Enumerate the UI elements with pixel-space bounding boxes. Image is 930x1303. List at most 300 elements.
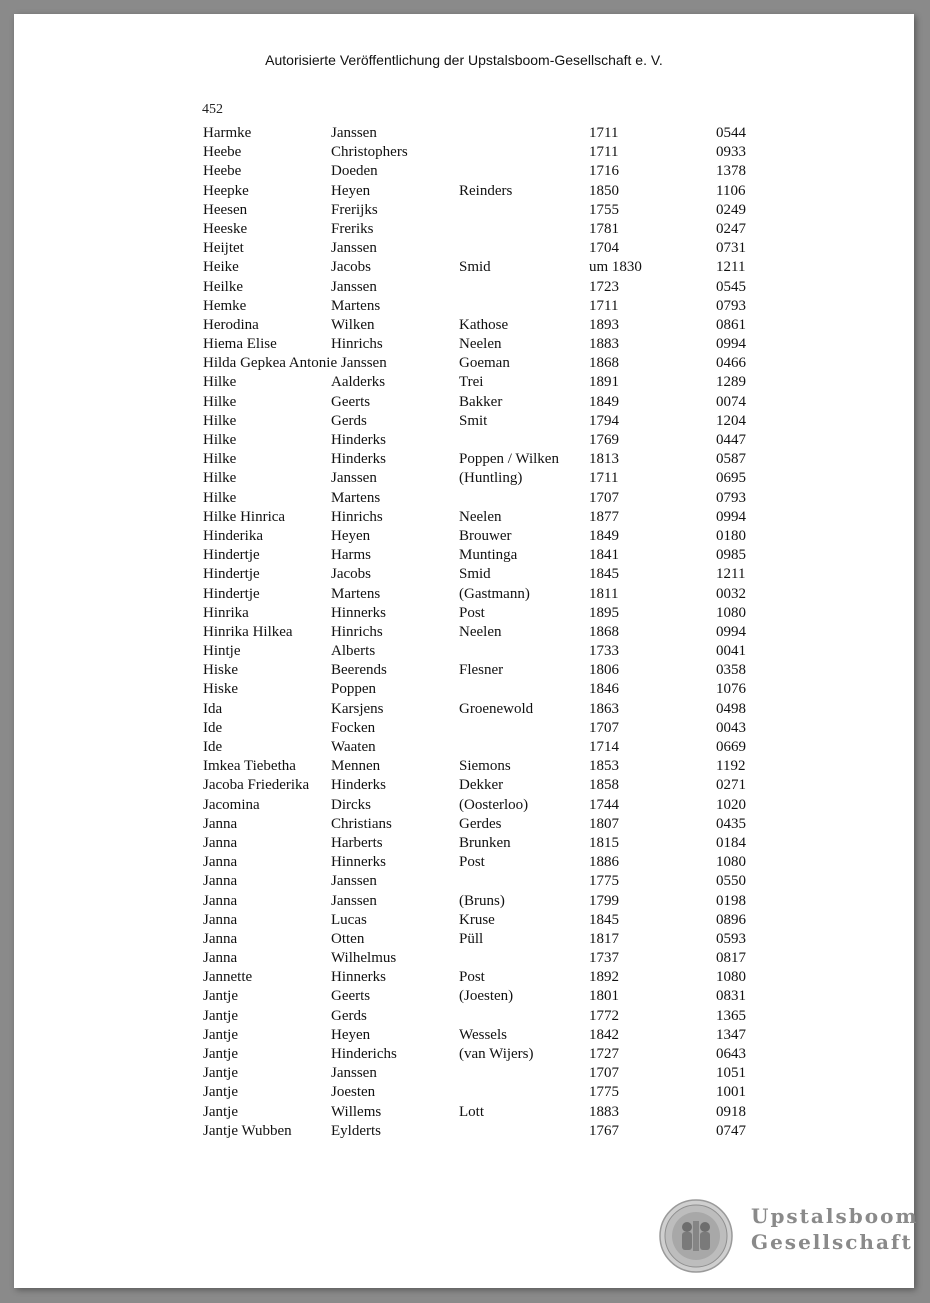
list-row [14,738,914,757]
first-name: Hilke [203,393,237,410]
list-row [14,680,914,699]
year: 1863 [589,700,619,717]
list-row [14,872,914,891]
extra-name: Brunken [459,834,511,851]
list-row [14,431,914,450]
first-name: Heebe [203,144,242,161]
record-number: 0817 [716,950,746,967]
list-row [14,700,914,719]
extra-name: Siemons [459,758,511,775]
year: 1846 [589,681,619,698]
record-number: 0041 [716,643,746,660]
year: 1733 [589,643,619,660]
last-name: Martens [331,297,381,314]
extra-name: (van Wijers) [459,1046,534,1062]
record-number: 0358 [716,662,746,679]
last-name: Heyen [331,1026,371,1043]
first-name: Jantje Wubben [203,1122,292,1139]
record-number: 0643 [716,1046,746,1062]
record-number: 0747 [716,1122,746,1139]
list-row [14,776,914,795]
last-name: Willems [331,1103,382,1120]
list-row [14,278,914,297]
list-row [14,661,914,680]
year: 1811 [589,585,619,602]
last-name: Joesten [331,1084,376,1101]
year: 1711 [589,470,619,487]
record-number: 0918 [716,1103,746,1120]
year: 1737 [589,950,619,967]
logo-line-2: Gesellschaft [751,1230,913,1254]
last-name: Gerds [331,412,367,429]
record-number: 0669 [716,739,746,755]
last-name: Hinnerks [331,854,386,871]
extra-name: Püll [459,930,484,947]
list-row [14,527,914,546]
first-name: Heesen [203,201,248,218]
first-name: Ide [203,739,223,755]
logo-text [751,1203,919,1255]
record-number: 0994 [716,623,746,640]
record-number: 0793 [716,489,746,506]
year: 1858 [589,777,619,794]
first-name: Hinrika [203,604,249,621]
first-name: Heilke [203,278,243,295]
year: 1775 [589,873,619,890]
extra-name: Smid [459,566,491,583]
list-row [14,565,914,584]
list-row [14,853,914,872]
last-name: Waaten [331,739,376,755]
extra-name: Reinders [459,182,513,199]
last-name: Hinrichs [331,623,383,640]
last-name: Hinnerks [331,604,386,621]
extra-name: Post [459,854,485,871]
last-name: Heyen [331,182,371,199]
first-name: Hindertje [203,585,260,602]
last-name: Freriks [331,220,374,237]
first-name: Jacomina [203,796,260,813]
record-number: 0184 [716,834,746,851]
last-name: Karsjens [331,700,384,717]
record-number: 1080 [716,854,746,871]
list-row [14,1045,914,1064]
year: 1704 [589,240,619,257]
first-name: Heepke [203,182,249,199]
year: 1842 [589,1026,619,1043]
record-number: 1051 [716,1065,746,1082]
first-name: Hiske [203,681,238,698]
record-number: 0731 [716,240,746,257]
page-number: 452 [202,102,223,117]
year: 1711 [589,297,619,314]
record-number: 0994 [716,336,746,353]
first-name: Janna [203,892,238,909]
list-row [14,911,914,930]
record-number: 0043 [716,719,746,736]
year: 1877 [589,508,619,525]
record-number: 0831 [716,988,746,1005]
record-number: 1204 [716,412,746,429]
last-name: Jacobs [331,259,371,276]
first-name: Hilda Gepkea Antonie Janssen [203,355,387,372]
year: 1707 [589,1065,619,1082]
record-number: 0550 [716,873,746,890]
year: 1813 [589,451,619,468]
extra-name: Smit [459,412,488,429]
record-number: 0545 [716,278,746,295]
last-name: Harms [331,547,371,564]
year: 1868 [589,623,619,640]
year: 1711 [589,144,619,161]
year: 1755 [589,201,619,218]
list-row [14,469,914,488]
list-row [14,162,914,181]
extra-name: Goeman [459,355,510,372]
list-row [14,604,914,623]
list-row [14,546,914,565]
record-number: 1001 [716,1084,746,1101]
list-row [14,297,914,316]
seal-icon [659,1199,733,1273]
year: 1891 [589,374,619,391]
list-row [14,393,914,412]
year: 1868 [589,355,619,372]
first-name: Hindertje [203,547,260,564]
society-logo [659,1199,919,1279]
record-number: 1289 [716,374,746,391]
last-name: Hinnerks [331,969,386,986]
year: 1845 [589,566,619,583]
first-name: Jacoba Friederika [203,777,310,794]
first-name: Janna [203,911,238,928]
first-name: Hemke [203,297,247,314]
last-name: Geerts [331,988,371,1005]
record-number: 1211 [716,259,746,276]
year: 1849 [589,527,619,544]
list-row [14,335,914,354]
list-row [14,124,914,143]
year: 1849 [589,393,619,410]
last-name: Christophers [331,144,408,161]
first-name: Hilke Hinrica [203,508,286,525]
last-name: Hinrichs [331,336,383,353]
year: 1781 [589,220,619,237]
list-row [14,623,914,642]
list-row [14,1007,914,1026]
record-number: 0793 [716,297,746,314]
record-number: 0994 [716,508,746,525]
extra-name: (Gastmann) [459,585,530,602]
last-name: Martens [331,489,381,506]
last-name: Gerds [331,1007,367,1024]
year: 1850 [589,182,619,199]
list-row [14,1122,914,1141]
first-name: Hiema Elise [203,336,277,353]
year: 1886 [589,854,619,871]
last-name: Christians [331,815,392,832]
extra-name: Neelen [459,623,502,640]
last-name: Janssen [331,470,377,487]
last-name: Hinderichs [331,1046,397,1062]
extra-name: Lott [459,1103,484,1120]
year: 1767 [589,1122,619,1139]
list-row [14,815,914,834]
first-name: Jannette [203,969,253,986]
list-row [14,642,914,661]
list-row [14,143,914,162]
list-row [14,182,914,201]
extra-name: Dekker [459,777,504,794]
list-row [14,201,914,220]
extra-name: Brouwer [459,527,512,544]
first-name: Hilke [203,451,237,468]
first-name: Hiske [203,662,238,679]
year: 1807 [589,815,619,832]
first-name: Imkea Tiebetha [203,758,296,775]
document-page [14,14,919,1288]
first-name: Janna [203,815,238,832]
first-name: Janna [203,854,238,871]
extra-name: (Bruns) [459,892,505,909]
record-number: 0032 [716,585,746,602]
record-number: 1080 [716,604,746,621]
year: 1806 [589,662,619,679]
last-name: Eylderts [331,1122,381,1139]
first-name: Herodina [203,316,259,333]
first-name: Hilke [203,489,237,506]
year: 1716 [589,163,619,180]
year: 1714 [589,739,619,755]
record-number: 0861 [716,316,746,333]
record-number: 0695 [716,470,746,487]
list-row [14,757,914,776]
record-number: 0074 [716,393,746,410]
last-name: Janssen [331,1065,377,1082]
extra-name: Bakker [459,393,503,410]
record-number: 0593 [716,930,746,947]
record-number: 0498 [716,700,746,717]
first-name: Janna [203,834,238,851]
year: 1744 [589,796,619,813]
first-name: Ide [203,719,223,736]
year: 1794 [589,412,619,429]
last-name: Otten [331,930,365,947]
year: 1801 [589,988,619,1005]
list-row [14,892,914,911]
list-row [14,1083,914,1102]
list-row [14,508,914,527]
list-row [14,220,914,239]
first-name: Ida [203,700,223,717]
record-number: 0933 [716,144,746,161]
record-number: 0985 [716,547,746,564]
record-number: 1106 [716,182,746,199]
record-number: 0544 [716,125,746,141]
year: 1817 [589,930,619,947]
record-number: 0180 [716,527,746,544]
last-name: Doeden [331,163,378,180]
list-row [14,1103,914,1122]
year: 1772 [589,1007,619,1024]
list-row [14,412,914,431]
first-name: Jantje [203,1026,238,1043]
logo-line-1: Upstalsboom [751,1204,919,1228]
list-row [14,968,914,987]
first-name: Jantje [203,988,238,1005]
last-name: Wilhelmus [331,950,397,967]
year: um 1830 [589,259,642,276]
first-name: Hinrika Hilkea [203,623,293,640]
extra-name: Trei [459,374,484,391]
page-header: Autorisierte Veröffentlichung der Upstalsboom-Gesellschaft e. V. [265,52,663,68]
first-name: Hilke [203,470,237,487]
first-name: Jantje [203,1103,238,1120]
first-name: Jantje [203,1084,238,1101]
year: 1799 [589,892,619,909]
record-number: 1020 [716,796,746,813]
year: 1883 [589,336,619,353]
list-row [14,949,914,968]
last-name: Hinrichs [331,508,383,525]
year: 1711 [589,125,619,141]
last-name: Martens [331,585,381,602]
first-name: Heeske [203,220,248,237]
extra-name: (Joesten) [459,988,514,1005]
extra-name: Muntinga [459,547,518,564]
record-number: 0466 [716,355,746,372]
record-number: 1378 [716,163,746,180]
last-name: Geerts [331,393,371,410]
first-name: Hilke [203,412,237,429]
first-name: Hilke [203,374,237,391]
list-row [14,239,914,258]
year: 1841 [589,547,619,564]
last-name: Heyen [331,527,371,544]
extra-name: (Huntling) [459,470,523,487]
extra-name: (Oosterloo) [459,796,529,813]
last-name: Dircks [331,796,371,813]
record-number: 1211 [716,566,746,583]
list-row [14,373,914,392]
record-number: 1076 [716,681,746,698]
year: 1769 [589,432,619,448]
list-row [14,987,914,1006]
list-row [14,489,914,508]
year: 1727 [589,1046,619,1062]
first-name: Janna [203,873,238,890]
list-row [14,1026,914,1045]
last-name: Hinderks [331,777,386,794]
first-name: Heebe [203,163,242,180]
extra-name: Smid [459,259,491,276]
extra-name: Neelen [459,336,502,353]
year: 1775 [589,1084,619,1101]
year: 1853 [589,758,619,775]
list-row [14,930,914,949]
record-number: 0271 [716,777,746,794]
year: 1707 [589,719,619,736]
record-number: 0435 [716,815,746,832]
first-name: Jantje [203,1046,238,1062]
year: 1883 [589,1103,619,1120]
record-number: 1365 [716,1007,746,1024]
first-name: Heijtet [203,240,244,257]
last-name: Lucas [331,911,367,928]
last-name: Janssen [331,278,377,295]
list-row [14,316,914,335]
year: 1893 [589,316,619,333]
extra-name: Wessels [459,1026,507,1043]
last-name: Hinderks [331,432,386,448]
record-number: 0447 [716,432,746,448]
record-number: 0249 [716,201,746,218]
extra-name: Poppen / Wilken [459,451,559,468]
last-name: Janssen [331,873,377,890]
record-number: 0587 [716,451,746,468]
first-name: Hindertje [203,566,260,583]
first-name: Hinderika [203,527,263,544]
record-number: 0247 [716,220,746,237]
extra-name: Post [459,969,485,986]
extra-name: Kruse [459,911,495,928]
record-number: 1192 [716,758,746,775]
first-name: Jantje [203,1007,238,1024]
last-name: Hinderks [331,451,386,468]
last-name: Jacobs [331,566,371,583]
extra-name: Kathose [459,316,509,333]
year: 1892 [589,969,619,986]
list-row [14,719,914,738]
extra-name: Neelen [459,508,502,525]
last-name: Wilken [331,316,375,333]
last-name: Janssen [331,240,377,257]
year: 1815 [589,834,619,851]
extra-name: Gerdes [459,815,502,832]
last-name: Focken [331,719,376,736]
last-name: Mennen [331,758,381,775]
last-name: Poppen [331,681,376,698]
list-row [14,354,914,373]
year: 1723 [589,278,619,295]
year: 1895 [589,604,619,621]
record-number: 1080 [716,969,746,986]
first-name: Hilke [203,432,237,448]
last-name: Frerijks [331,201,378,218]
last-name: Janssen [331,125,377,141]
first-name: Hintje [203,643,241,660]
last-name: Aalderks [331,374,386,391]
year: 1845 [589,911,619,928]
extra-name: Flesner [459,662,504,679]
last-name: Beerends [331,662,387,679]
first-name: Heike [203,259,239,276]
list-row [14,796,914,815]
first-name: Janna [203,930,238,947]
extra-name: Post [459,604,485,621]
list-row [14,585,914,604]
record-number: 0896 [716,911,746,928]
last-name: Alberts [331,643,376,660]
last-name: Janssen [331,892,377,909]
record-number: 0198 [716,892,746,909]
list-row [14,1064,914,1083]
first-name: Jantje [203,1065,238,1082]
list-row [14,258,914,277]
first-name: Janna [203,950,238,967]
extra-name: Groenewold [459,700,534,717]
list-row [14,450,914,469]
